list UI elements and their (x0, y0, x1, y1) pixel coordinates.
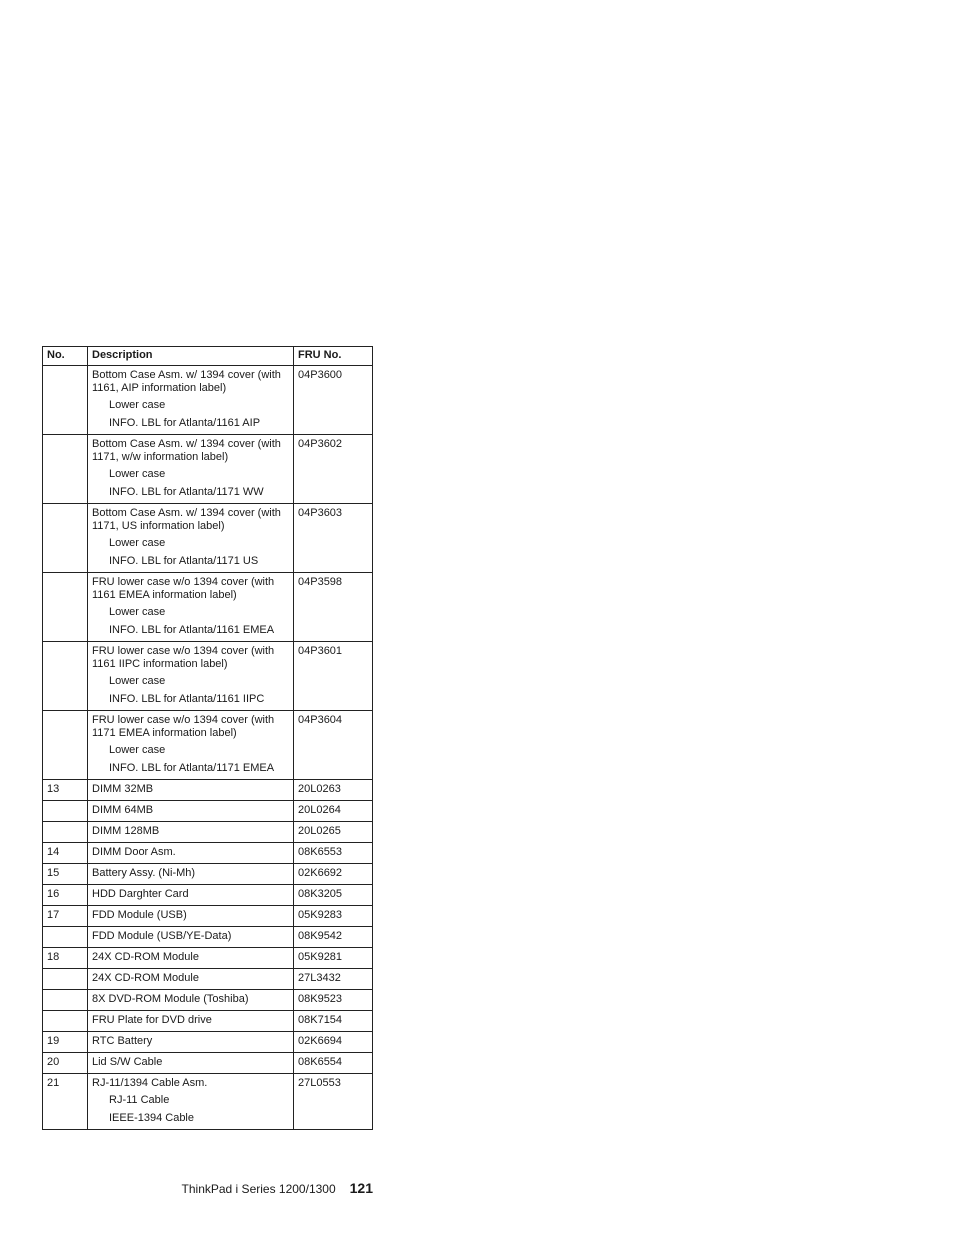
description-text: Bottom Case Asm. w/ 1394 cover (with 1171, w/w information label) (92, 438, 281, 463)
description-text: DIMM Door Asm. (92, 846, 176, 858)
cell-no (43, 990, 88, 1011)
description-text: DIMM 64MB (92, 804, 154, 816)
cell-fru-no: 05K9283 (294, 906, 373, 927)
description-text: HDD Darghter Card (92, 888, 189, 900)
table-row (43, 642, 373, 711)
page-number: 121 (349, 1180, 373, 1196)
cell-fru-no: 05K9281 (294, 948, 373, 969)
cell-no (43, 927, 88, 948)
description-text: FRU lower case w/o 1394 cover (with 1161 EMEA information label) (92, 576, 275, 601)
sub-component: INFO. LBL for Atlanta/1171 WW (109, 486, 264, 498)
cell-fru-no: 20L0263 (294, 780, 373, 801)
cell-description (88, 366, 294, 435)
cell-fru-no: 04P3601 (294, 642, 373, 711)
cell-description (88, 1032, 294, 1053)
footer-title: ThinkPad i Series 1200/1300 (181, 1182, 336, 1196)
description-text: FRU Plate for DVD drive (92, 1014, 212, 1026)
table-row (43, 504, 373, 573)
cell-description (88, 780, 294, 801)
cell-description (88, 504, 294, 573)
cell-description (88, 801, 294, 822)
sub-component: INFO. LBL for Atlanta/1171 US (109, 555, 259, 567)
cell-no (43, 435, 88, 504)
cell-description (88, 1053, 294, 1074)
description-text: Battery Assy. (Ni-Mh) (92, 867, 196, 879)
description-text: 24X CD-ROM Module (92, 951, 199, 963)
table-row (43, 801, 373, 822)
description-text: RTC Battery (92, 1035, 153, 1047)
sub-component: Lower case (109, 537, 166, 549)
cell-no (43, 801, 88, 822)
table-row (43, 990, 373, 1011)
header-fru-no: FRU No. (294, 347, 373, 366)
sub-component: INFO. LBL for Atlanta/1161 AIP (109, 417, 261, 429)
cell-fru-no: 08K3205 (294, 885, 373, 906)
table-row (43, 1011, 373, 1032)
sub-component: Lower case (109, 468, 166, 480)
cell-fru-no: 04P3602 (294, 435, 373, 504)
cell-description (88, 990, 294, 1011)
cell-description (88, 843, 294, 864)
cell-no (43, 822, 88, 843)
description-text: FRU lower case w/o 1394 cover (with 1161 IIPC information label) (92, 645, 275, 670)
cell-description (88, 822, 294, 843)
cell-fru-no: 04P3600 (294, 366, 373, 435)
cell-fru-no: 04P3598 (294, 573, 373, 642)
cell-no: 16 (43, 885, 88, 906)
cell-description (88, 969, 294, 990)
table-body (43, 366, 373, 1130)
sub-component: IEEE-1394 Cable (109, 1112, 194, 1124)
description-text: 24X CD-ROM Module (92, 972, 199, 984)
table-row (43, 573, 373, 642)
sub-component: RJ-11 Cable (109, 1094, 170, 1106)
cell-description (88, 573, 294, 642)
table-row (43, 1074, 373, 1130)
cell-no: 20 (43, 1053, 88, 1074)
cell-fru-no: 02K6692 (294, 864, 373, 885)
sub-component: Lower case (109, 399, 166, 411)
table-row (43, 1032, 373, 1053)
cell-fru-no: 27L0553 (294, 1074, 373, 1130)
table-row (43, 366, 373, 435)
sub-component: INFO. LBL for Atlanta/1161 EMEA (109, 624, 275, 636)
cell-no (43, 969, 88, 990)
cell-fru-no: 20L0264 (294, 801, 373, 822)
table-row (43, 885, 373, 906)
cell-no: 18 (43, 948, 88, 969)
table-row (43, 1053, 373, 1074)
table-row (43, 969, 373, 990)
table-row (43, 948, 373, 969)
sub-component: Lower case (109, 606, 166, 618)
description-text: DIMM 32MB (92, 783, 154, 795)
cell-description (88, 711, 294, 780)
cell-description (88, 948, 294, 969)
cell-fru-no: 08K9523 (294, 990, 373, 1011)
header-no: No. (43, 347, 88, 366)
cell-no: 19 (43, 1032, 88, 1053)
table-row (43, 906, 373, 927)
cell-fru-no: 20L0265 (294, 822, 373, 843)
cell-description (88, 906, 294, 927)
description-text: DIMM 128MB (92, 825, 160, 837)
cell-fru-no: 04P3603 (294, 504, 373, 573)
cell-no (43, 366, 88, 435)
cell-no (43, 573, 88, 642)
cell-no: 17 (43, 906, 88, 927)
cell-description (88, 642, 294, 711)
cell-fru-no: 08K6554 (294, 1053, 373, 1074)
cell-fru-no: 04P3604 (294, 711, 373, 780)
table-row (43, 435, 373, 504)
page-footer (0, 1180, 373, 1197)
description-text: Lid S/W Cable (92, 1056, 163, 1068)
cell-no (43, 711, 88, 780)
description-text: Bottom Case Asm. w/ 1394 cover (with 1161, AIP information label) (92, 369, 281, 394)
description-text: Bottom Case Asm. w/ 1394 cover (with 1171, US information label) (92, 507, 281, 532)
cell-no: 21 (43, 1074, 88, 1130)
cell-no: 15 (43, 864, 88, 885)
cell-description (88, 1074, 294, 1130)
sub-component: INFO. LBL for Atlanta/1171 EMEA (109, 762, 275, 774)
cell-fru-no: 08K6553 (294, 843, 373, 864)
table-header-row (43, 347, 373, 366)
cell-no (43, 504, 88, 573)
cell-description (88, 435, 294, 504)
sub-component: Lower case (109, 675, 166, 687)
fru-parts-table (42, 346, 373, 1130)
table-row (43, 864, 373, 885)
description-text: RJ-11/1394 Cable Asm. (92, 1077, 208, 1089)
cell-description (88, 864, 294, 885)
cell-description (88, 1011, 294, 1032)
table-row (43, 843, 373, 864)
cell-no: 14 (43, 843, 88, 864)
cell-description (88, 927, 294, 948)
sub-component: INFO. LBL for Atlanta/1161 IIPC (109, 693, 265, 705)
table-row (43, 927, 373, 948)
cell-no (43, 1011, 88, 1032)
table-row (43, 711, 373, 780)
cell-description (88, 885, 294, 906)
description-text: FDD Module (USB/YE-Data) (92, 930, 232, 942)
description-text: FDD Module (USB) (92, 909, 187, 921)
cell-no: 13 (43, 780, 88, 801)
cell-fru-no: 27L3432 (294, 969, 373, 990)
table-row (43, 822, 373, 843)
header-description: Description (88, 347, 294, 366)
description-text: FRU lower case w/o 1394 cover (with 1171 EMEA information label) (92, 714, 275, 739)
description-text: 8X DVD-ROM Module (Toshiba) (92, 993, 249, 1005)
cell-fru-no: 08K7154 (294, 1011, 373, 1032)
cell-no (43, 642, 88, 711)
cell-fru-no: 02K6694 (294, 1032, 373, 1053)
sub-component: Lower case (109, 744, 166, 756)
cell-fru-no: 08K9542 (294, 927, 373, 948)
table-row (43, 780, 373, 801)
